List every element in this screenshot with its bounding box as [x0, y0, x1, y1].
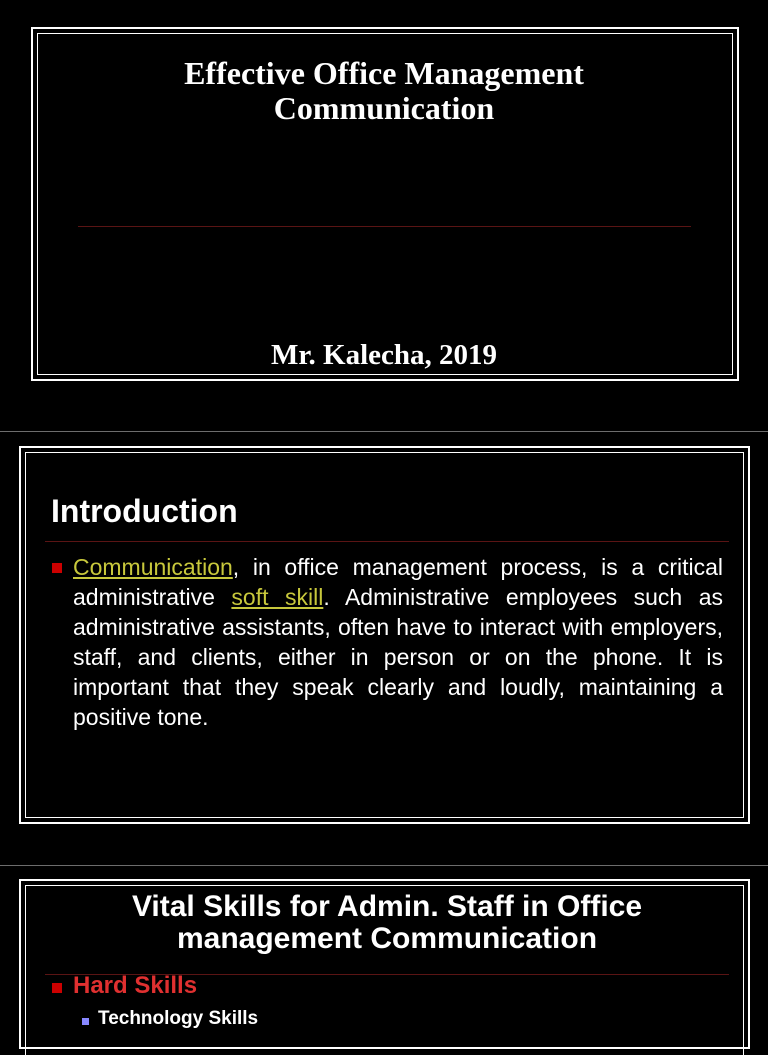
- introduction-slide: [0, 433, 768, 865]
- intro-text-part-2: . Administrative employees such as administrative assistants, often have to interact with employers, staff, and clients, either in person or on the phone. It is important that they speak clearly and loudly, maintaining a positive tone.: [73, 584, 724, 730]
- slide-title: [60, 56, 708, 126]
- slide-title-line-1: Effective Office Management: [184, 55, 584, 91]
- slide-title-line-2: management Communication: [176, 922, 598, 955]
- bullet-square-icon: [52, 563, 62, 573]
- title-divider: [78, 226, 691, 227]
- hard-skills-bullet: Hard Skills: [73, 972, 198, 999]
- vital-skills-slide: [0, 866, 768, 1029]
- intro-text-part-1: , in office management process, is a critical administrative: [73, 554, 723, 610]
- slide-title-line-2: Communication: [273, 90, 495, 126]
- communication-link[interactable]: Communication: [73, 554, 233, 580]
- slide-title-line-1: Vital Skills for Admin. Staff in Office: [131, 890, 643, 923]
- slide-title: [45, 891, 729, 955]
- slide-author: Mr. Kalecha, 2019: [270, 339, 498, 371]
- bullet-square-icon: [52, 983, 62, 993]
- soft-skill-link[interactable]: soft skill: [231, 584, 324, 610]
- intro-paragraph: [73, 552, 723, 732]
- technology-skills-bullet: Technology Skills: [98, 1008, 259, 1029]
- title-slide: [0, 0, 768, 431]
- heading-divider: [45, 541, 729, 542]
- slide-separator: [0, 431, 768, 432]
- slide-heading: Introduction: [51, 493, 238, 529]
